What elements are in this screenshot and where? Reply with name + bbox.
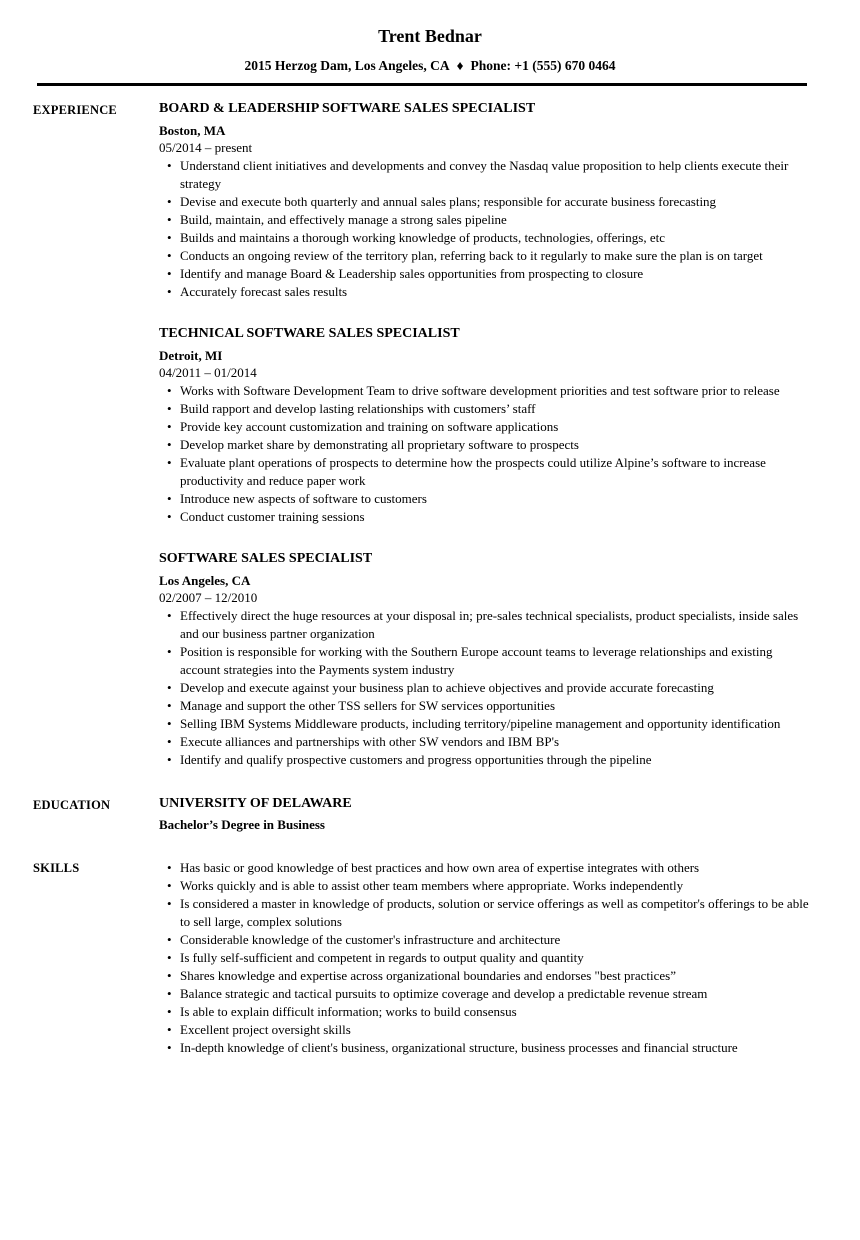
bullet-item: • Shares knowledge and expertise across organizational boundaries and endorses "best practices” [159, 967, 810, 985]
bullet-item: • In-depth knowledge of client's business, organizational structure, business processes and financial structure [159, 1039, 810, 1057]
bullet-item: • Works quickly and is able to assist other team members where appropriate. Works independently [159, 877, 810, 895]
job-location: Boston, MA [159, 123, 226, 138]
bullet-item: • Execute alliances and partnerships with other SW vendors and IBM BP's [159, 733, 810, 751]
education-content [159, 795, 810, 834]
bullet-item: • Has basic or good knowledge of best practices and how own area of expertise integrates with others [159, 859, 810, 877]
job-bullets [159, 607, 810, 769]
job-dates: 02/2007 – 12/2010 [159, 590, 258, 605]
bullet-item: • Build, maintain, and effectively manage a strong sales pipeline [159, 211, 810, 229]
contact-line [0, 58, 860, 73]
bullet-item: • Builds and maintains a thorough working knowledge of products, technologies, offerings, etc [159, 229, 810, 247]
bullet-item: • Balance strategic and tactical pursuits to optimize coverage and develop a predictable revenue stream [159, 985, 810, 1003]
degree-name: Bachelor’s Degree in Business [159, 817, 325, 832]
bullet-item: • Manage and support the other TSS sellers for SW services opportunities [159, 697, 810, 715]
section-label-education: EDUCATION [33, 798, 111, 812]
job-entry [159, 550, 810, 769]
bullet-item: • Accurately forecast sales results [159, 283, 810, 301]
section-experience [33, 100, 810, 769]
bullet-item: • Provide key account customization and training on software applications [159, 418, 810, 436]
bullet-item: • Excellent project oversight skills [159, 1021, 810, 1039]
job-dates: 05/2014 – present [159, 140, 253, 155]
bullet-item: • Evaluate plant operations of prospects to determine how the prospects could utilize Alpine’s software to increase productivity and reduce paper work [159, 454, 810, 490]
bullet-item: • Identify and qualify prospective customers and progress opportunities through the pipeline [159, 751, 810, 769]
section-label-experience: EXPERIENCE [33, 103, 117, 117]
resume-body [0, 100, 860, 1057]
contact-address: 2015 Herzog Dam, Los Angeles, CA [244, 58, 450, 73]
bullet-item: • Understand client initiatives and developments and convey the Nasdaq value proposition to help clients execute their strategy [159, 157, 810, 193]
section-education [33, 795, 810, 834]
bullet-item: • Conduct customer training sessions [159, 508, 810, 526]
skills-content [159, 858, 810, 1057]
job-bullets [159, 157, 810, 301]
bullet-item: • Selling IBM Systems Middleware products, including territory/pipeline management and opportunity identification [159, 715, 810, 733]
section-label-skills: SKILLS [33, 861, 80, 875]
bullet-item: • Works with Software Development Team to drive software development priorities and test software prior to release [159, 382, 810, 400]
candidate-name: Trent Bednar [378, 26, 482, 46]
experience-content [159, 100, 810, 769]
bullet-item: • Is able to explain difficult information; works to build consensus [159, 1003, 810, 1021]
school-name: UNIVERSITY OF DELAWARE [159, 796, 352, 811]
bullet-item: • Build rapport and develop lasting relationships with customers’ staff [159, 400, 810, 418]
job-entry [159, 325, 810, 526]
bullet-item: • Devise and execute both quarterly and annual sales plans; responsible for accurate business forecasting [159, 193, 810, 211]
bullet-item: • Considerable knowledge of the customer's infrastructure and architecture [159, 931, 810, 949]
bullet-item: • Is considered a master in knowledge of products, solution or service offerings as well as competitor's offerings to be able to sell large, complex solutions [159, 895, 810, 931]
job-location: Detroit, MI [159, 348, 223, 363]
job-entry [159, 100, 810, 301]
bullet-item: • Develop and execute against your business plan to achieve objectives and provide accurate forecasting [159, 679, 810, 697]
job-title: TECHNICAL SOFTWARE SALES SPECIALIST [159, 326, 460, 341]
bullet-item: • Identify and manage Board & Leadership sales opportunities from prospecting to closure [159, 265, 810, 283]
contact-phone: Phone: +1 (555) 670 0464 [470, 58, 616, 73]
header-divider [37, 83, 807, 86]
bullet-item: • Introduce new aspects of software to customers [159, 490, 810, 508]
job-bullets [159, 382, 810, 526]
bullet-item: • Position is responsible for working with the Southern Europe account teams to leverage relationships and existing account strategies into the Payments system industry [159, 643, 810, 679]
diamond-separator-icon: ♦ [456, 58, 464, 73]
job-title: SOFTWARE SALES SPECIALIST [159, 551, 373, 566]
bullet-item: • Develop market share by demonstrating all proprietary software to prospects [159, 436, 810, 454]
bullet-item: • Conducts an ongoing review of the territory plan, referring back to it regularly to make sure the plan is on target [159, 247, 810, 265]
resume-header [0, 26, 860, 86]
job-location: Los Angeles, CA [159, 573, 251, 588]
bullet-item: • Is fully self-sufficient and competent in regards to output quality and quantity [159, 949, 810, 967]
bullet-item: • Effectively direct the huge resources at your disposal in; pre-sales technical specialists, product specialists, inside sales and our business partner organization [159, 607, 810, 643]
job-dates: 04/2011 – 01/2014 [159, 365, 257, 380]
skills-list [159, 859, 810, 1057]
job-title: BOARD & LEADERSHIP SOFTWARE SALES SPECIALIST [159, 101, 536, 116]
section-skills [33, 858, 810, 1057]
